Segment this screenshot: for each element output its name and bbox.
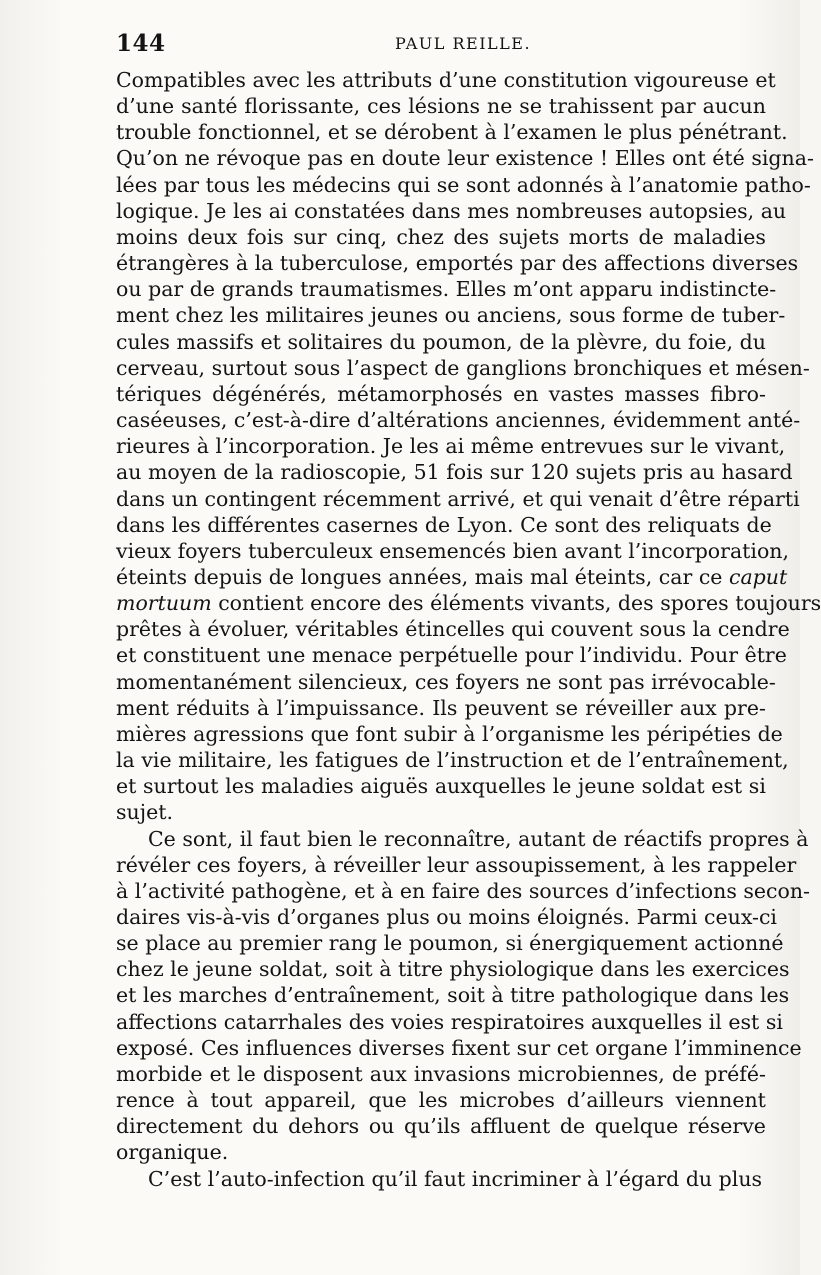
text-line: tériques dégénérés, métamorphosés en vastes masses fibro- [116,381,766,406]
text-line: mières agressions que font subir à l’organisme les péripéties de [116,721,783,746]
text-line: momentanément silencieux, ces foyers ne sont pas irrévocable- [116,669,776,694]
paragraph [116,1166,766,1192]
page-number: 144 [116,30,166,57]
text-line: sujet. [116,800,173,825]
text-line: dans un contingent récemment arrivé, et qui venait d’être réparti [116,486,800,511]
text-line: étrangères à la tuberculose, emportés par des affections diverses [116,251,799,276]
running-head: PAUL REILLE. [394,34,532,53]
text-line: affections catarrhales des voies respiratoires auxquelles il est si [116,1009,783,1034]
text-line: et les marches d’entraînement, soit à titre pathologique dans les [116,983,790,1008]
text-line: Qu’on ne révoque pas en doute leur existence ! Elles ont été signa- [116,146,814,171]
text-line: rence à tout appareil, que les microbes d’ailleurs viennent [116,1088,766,1113]
text-line: logique. Je les ai constatées dans mes nombreuses autopsies, au [116,198,787,223]
paragraph [116,67,821,826]
text-line: cules massifs et solitaires du poumon, de la plèvre, du foie, du [116,329,766,354]
text-line: vieux foyers tuberculeux ensemencés bien avant l’incorporation, [116,538,790,563]
text-line: directement du dehors ou qu’ils affluent de quelque réserve [116,1114,766,1139]
text-line: et constituent une menace perpétuelle pour l’individu. Pour être [116,643,787,668]
text-line: au moyen de la radioscopie, 51 fois sur 120 sujets pris au hasard [116,460,793,485]
text-line: daires vis-à-vis d’organes plus ou moins éloignés. Parmi ceux-ci [116,905,777,929]
text-line: la vie militaire, les fatigues de l’instruction et de l’entraînement, [116,748,789,773]
text-line: et surtout les maladies aiguës auxquelles le jeune soldat est si [116,774,766,799]
text-line: ou par de grands traumatismes. Elles m’ont apparu indistincte- [116,277,777,302]
text-line: morbide et le disposent aux invasions microbiennes, de préfé- [116,1061,766,1086]
text-line: révéler ces foyers, à réveiller leur assoupissement, à les rappeler [116,852,797,877]
text-line: éteints depuis de longues années, mais mal éteints, car ce caput [116,564,788,589]
text-line: organique. [116,1140,229,1165]
text-line: Compatibles avec les attributs d’une constitution vigoureuse et [116,68,776,92]
text-line: cerveau, surtout sous l’aspect de ganglions bronchiques et mésen- [116,355,810,380]
text-line: caséeuses, c’est-à-dire d’altérations anciennes, évidemment anté- [116,408,801,433]
body-text [116,67,821,1192]
text-line: se place au premier rang le poumon, si énergiquement actionné [116,931,784,956]
text-line: trouble fonctionnel, et se dérobent à l’examen le plus pénétrant. [116,120,788,145]
text-line: dans les différentes casernes de Lyon. Ce sont des reliquats de [116,512,772,537]
text-line: d’une santé florissante, ces lésions ne se trahissent par aucun [116,94,766,119]
text-line: ment réduits à l’impuissance. Ils peuvent se réveiller aux pre- [116,695,766,720]
text-line: C’est l’auto-infection qu’il faut incriminer à l’égard du plus [148,1166,763,1191]
text-line: lées par tous les médecins qui se sont adonnés à l’anatomie patho- [116,172,811,197]
text-line: prêtes à évoluer, véritables étincelles qui couvent sous la cendre [116,617,790,642]
text-line: ment chez les militaires jeunes ou anciens, sous forme de tuber- [116,303,786,328]
text-line: moins deux fois sur cinq, chez des sujets morts de maladies [116,224,766,249]
text-line: Ce sont, il faut bien le reconnaître, autant de réactifs propres à [148,826,809,851]
text-line: exposé. Ces influences diverses fixent sur cet organe l’imminence [116,1035,802,1060]
text-line: mortuum contient encore des éléments vivants, des spores toujours [116,591,821,616]
text-line: chez le jeune soldat, soit à titre physiologique dans les exercices [116,957,790,982]
text-line: à l’activité pathogène, et à en faire des sources d’infections secon- [116,878,810,903]
text-line: rieures à l’incorporation. Je les ai même entrevues sur le vivant, [116,434,786,459]
page-header [116,30,770,66]
paragraph [116,826,810,1166]
